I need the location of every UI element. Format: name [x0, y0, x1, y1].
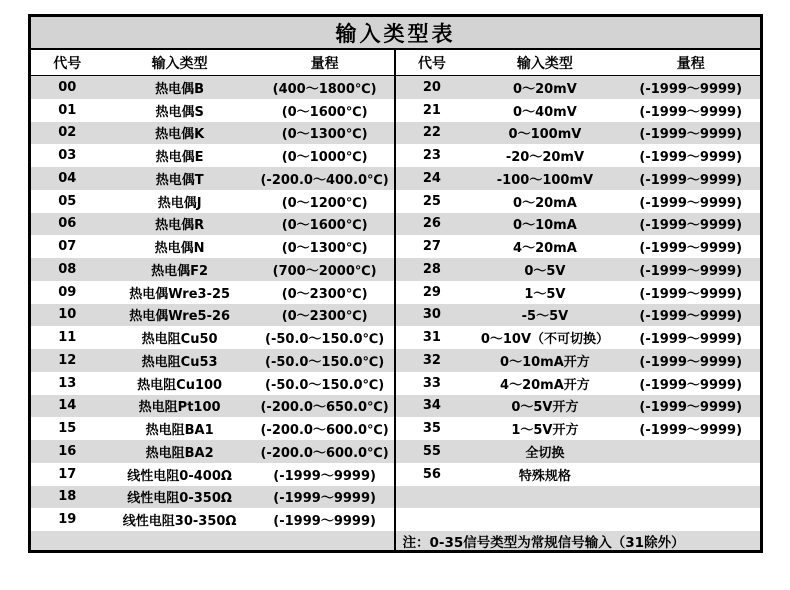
code-cell: 02 — [58, 125, 77, 141]
code-cell: 29 — [422, 284, 441, 300]
table-body — [31, 50, 760, 550]
type-cell: 热电阻Cu53 — [141, 354, 218, 370]
type-cell: 热电偶T — [155, 172, 204, 188]
range-cell: (-1999～9999) — [639, 81, 743, 97]
table-row — [31, 258, 394, 281]
code-cell: 28 — [422, 261, 441, 277]
range-cell: (-1999～9999) — [639, 423, 743, 439]
code-cell: 10 — [58, 307, 77, 323]
range-cell: (0～1600℃) — [281, 218, 368, 234]
range-cell: (-1999～9999) — [639, 286, 743, 302]
type-cell: 热电阻Cu100 — [137, 377, 223, 393]
code-cell: 22 — [422, 125, 441, 141]
range-cell: (-1999～9999) — [639, 104, 743, 120]
code-cell: 34 — [422, 398, 441, 414]
table-row — [31, 463, 394, 486]
table-row — [396, 76, 761, 99]
right-header-type: 输入类型 — [516, 55, 573, 72]
table-row — [396, 167, 761, 190]
range-cell: (0～1300℃) — [281, 241, 368, 257]
range-cell: (-50.0～150.0℃) — [265, 332, 385, 348]
type-cell: 热电偶K — [155, 127, 205, 143]
code-cell: 18 — [58, 489, 77, 505]
code-cell: 12 — [58, 352, 77, 368]
left-header-range: 量程 — [310, 55, 339, 72]
range-cell: (0～1600℃) — [281, 104, 368, 120]
table-row — [396, 122, 761, 145]
table-row — [396, 304, 761, 327]
right-rows — [396, 76, 761, 531]
type-cell: 热电阻BA1 — [145, 423, 214, 439]
table-right-half — [396, 50, 761, 550]
type-cell: 热电阻Pt100 — [138, 400, 221, 416]
code-cell: 11 — [58, 330, 77, 346]
footnote-text: 注：0-35信号类型为常规信号输入（31除外） — [402, 534, 685, 551]
table-row — [31, 235, 394, 258]
range-cell: (-1999～9999) — [639, 377, 743, 393]
code-cell: 25 — [422, 193, 441, 209]
type-cell: 0～10V（不可切换） — [480, 332, 610, 348]
table-row — [396, 99, 761, 122]
table-row — [31, 417, 394, 440]
input-type-table — [28, 14, 763, 553]
code-cell: 01 — [58, 102, 77, 118]
code-cell: 33 — [422, 375, 441, 391]
type-cell: 热电偶S — [155, 104, 204, 120]
table-row — [31, 76, 394, 99]
type-cell: 线性电阻0-350Ω — [127, 491, 232, 507]
table-row — [396, 144, 761, 167]
type-cell: 1～5V — [524, 286, 566, 302]
type-cell: -100～100mV — [496, 172, 594, 188]
range-cell: (-1999～9999) — [639, 195, 743, 211]
table-row — [396, 486, 761, 509]
range-cell: (-1999～9999) — [639, 309, 743, 325]
code-cell: 04 — [58, 170, 77, 186]
footnote-row — [396, 531, 761, 550]
code-cell: 20 — [422, 79, 441, 95]
table-row — [31, 440, 394, 463]
type-cell: 热电偶F2 — [151, 263, 209, 279]
type-cell: 0～5V — [524, 263, 566, 279]
right-header-range: 量程 — [676, 55, 705, 72]
code-cell: 55 — [422, 443, 441, 459]
range-cell: (-1999～9999) — [639, 150, 743, 166]
table-row — [31, 372, 394, 395]
range-cell: (-50.0～150.0℃) — [265, 354, 385, 370]
range-cell: (-1999～9999) — [639, 172, 743, 188]
left-header-row — [31, 50, 394, 76]
table-row — [396, 440, 761, 463]
range-cell: (-200.0～650.0℃) — [260, 400, 389, 416]
type-cell: 0～10mA — [513, 218, 577, 234]
type-cell: 线性电阻30-350Ω — [122, 514, 237, 530]
type-cell: 热电偶N — [154, 241, 205, 257]
type-cell: 4～20mA开方 — [500, 377, 590, 393]
table-row — [31, 99, 394, 122]
right-header-row — [396, 50, 761, 76]
type-cell: 4～20mA — [513, 241, 577, 257]
table-row — [396, 417, 761, 440]
code-cell: 13 — [58, 375, 77, 391]
table-row — [396, 258, 761, 281]
table-left-half — [31, 50, 396, 550]
table-row — [31, 304, 394, 327]
type-cell: -20～20mV — [505, 150, 585, 166]
range-cell: (-1999～9999) — [639, 332, 743, 348]
code-cell: 23 — [422, 148, 441, 164]
code-cell: 27 — [422, 239, 441, 255]
type-cell: 0～5V开方 — [511, 400, 579, 416]
left-bottom-empty-row — [31, 531, 394, 550]
type-cell: 0～40mV — [513, 104, 577, 120]
table-row — [396, 326, 761, 349]
type-cell: 0～20mA — [513, 195, 577, 211]
table-title: 输入类型表 — [31, 17, 760, 50]
type-cell: -5～5V — [521, 309, 569, 325]
range-cell: (-1999～9999) — [639, 400, 743, 416]
range-cell: (-1999～9999) — [273, 514, 376, 530]
table-row — [396, 190, 761, 213]
range-cell: (-1999～9999) — [639, 218, 743, 234]
table-row — [31, 213, 394, 236]
type-cell: 热电阻Cu50 — [141, 332, 218, 348]
left-header-type: 输入类型 — [151, 55, 208, 72]
range-cell: (-200.0～600.0℃) — [260, 423, 389, 439]
code-cell: 16 — [58, 443, 77, 459]
type-cell: 全切换 — [525, 445, 565, 461]
range-cell: (-1999～9999) — [273, 491, 376, 507]
table-row — [31, 281, 394, 304]
code-cell: 09 — [58, 284, 77, 300]
left-rows — [31, 76, 394, 531]
code-cell: 30 — [422, 307, 441, 323]
range-cell: (0～1200℃) — [281, 195, 368, 211]
range-cell: (-50.0～150.0℃) — [265, 377, 385, 393]
code-cell: 21 — [422, 102, 441, 118]
code-cell: 15 — [58, 421, 77, 437]
table-row — [396, 281, 761, 304]
table-row — [396, 349, 761, 372]
table-row — [31, 326, 394, 349]
code-cell: 35 — [422, 421, 441, 437]
table-row — [31, 190, 394, 213]
range-cell: (-200.0～400.0℃) — [260, 172, 389, 188]
table-row — [31, 122, 394, 145]
range-cell: (-200.0～600.0℃) — [260, 445, 389, 461]
type-cell: 0～100mV — [508, 127, 582, 143]
table-row — [396, 395, 761, 418]
type-cell: 热电偶R — [155, 218, 205, 234]
code-cell: 05 — [58, 193, 77, 209]
type-cell: 热电偶Wre5-26 — [129, 309, 231, 325]
table-row — [31, 349, 394, 372]
type-cell: 1～5V开方 — [511, 423, 579, 439]
type-cell: 热电偶J — [157, 195, 202, 211]
range-cell: (-1999～9999) — [639, 263, 743, 279]
range-cell: (-1999～9999) — [639, 241, 743, 257]
code-cell: 26 — [422, 216, 441, 232]
range-cell: (0～2300℃) — [281, 286, 368, 302]
right-header-code: 代号 — [417, 55, 446, 72]
range-cell: (0～1000℃) — [281, 150, 368, 166]
table-row — [396, 213, 761, 236]
code-cell: 06 — [58, 216, 77, 232]
table-row — [396, 463, 761, 486]
range-cell: (0～1300℃) — [281, 127, 368, 143]
type-cell: 特殊规格 — [518, 468, 571, 484]
code-cell: 24 — [422, 170, 441, 186]
code-cell: 00 — [58, 79, 77, 95]
type-cell: 热电阻BA2 — [145, 445, 214, 461]
code-cell: 31 — [422, 330, 441, 346]
type-cell: 热电偶B — [155, 81, 205, 97]
type-cell: 0～10mA开方 — [500, 354, 590, 370]
table-row — [396, 508, 761, 531]
range-cell: (-1999～9999) — [273, 468, 376, 484]
code-cell: 14 — [58, 398, 77, 414]
type-cell: 线性电阻0-400Ω — [127, 468, 232, 484]
table-row — [31, 167, 394, 190]
type-cell: 热电偶Wre3-25 — [129, 286, 231, 302]
range-cell: (700～2000℃) — [272, 263, 377, 279]
range-cell: (-1999～9999) — [639, 354, 743, 370]
table-row — [31, 144, 394, 167]
type-cell: 热电偶E — [155, 150, 204, 166]
table-row — [31, 395, 394, 418]
code-cell: 07 — [58, 239, 77, 255]
code-cell: 56 — [422, 466, 441, 482]
table-row — [31, 486, 394, 509]
left-header-code: 代号 — [53, 55, 82, 72]
range-cell: (400～1800℃) — [272, 81, 377, 97]
code-cell: 17 — [58, 466, 77, 482]
code-cell: 32 — [422, 352, 441, 368]
table-row — [396, 235, 761, 258]
range-cell: (0～2300℃) — [281, 309, 368, 325]
table-row — [396, 372, 761, 395]
code-cell: 19 — [58, 512, 77, 528]
code-cell: 08 — [58, 261, 77, 277]
code-cell: 03 — [58, 148, 77, 164]
table-row — [31, 508, 394, 531]
type-cell: 0～20mV — [513, 81, 577, 97]
range-cell: (-1999～9999) — [639, 127, 743, 143]
